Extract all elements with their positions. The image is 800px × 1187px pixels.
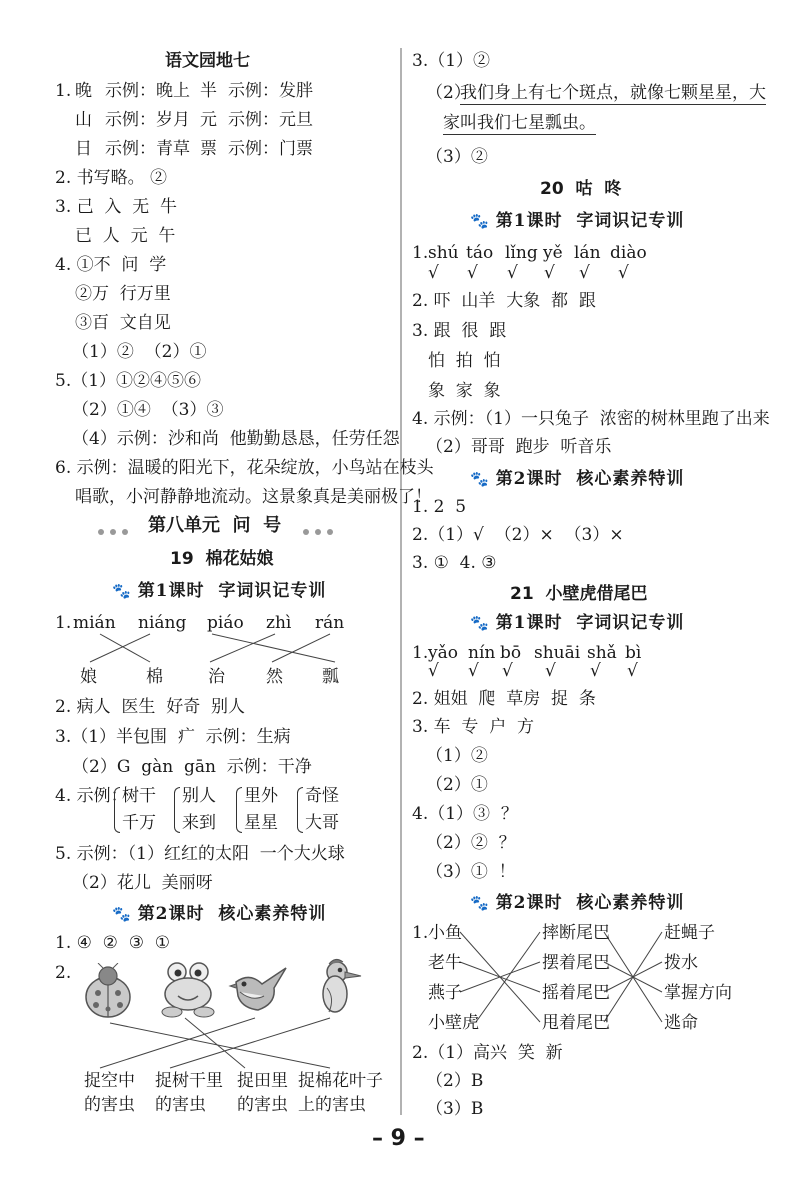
caption: 捉空中 xyxy=(84,1071,135,1091)
answer-line: （3）① ！ xyxy=(426,862,516,882)
subsection-title: 🐾 第2课时 核心素养特训 xyxy=(470,469,685,489)
char: 然 xyxy=(266,667,283,687)
subsection-title: 🐾 第2课时 核心素养特训 xyxy=(470,893,685,913)
answer-line: 3. 跟 很 跟 xyxy=(412,321,507,341)
pinyin: rán xyxy=(315,613,345,633)
answer-line: 怕 拍 怕 xyxy=(428,351,501,371)
q-sub-label: （2） xyxy=(426,83,471,103)
answer-example: 示例：岁月 xyxy=(105,110,190,130)
paw-icon: 🐾 xyxy=(112,582,132,600)
match-line xyxy=(212,634,335,662)
brace xyxy=(297,787,303,833)
q-number: 1. xyxy=(55,81,72,101)
answer-line: 6. 示例：温暖的阳光下，花朵绽放，小鸟站在枝头 xyxy=(55,458,434,478)
paw-icon: 🐾 xyxy=(470,212,490,230)
answer-line: （2）② ？ xyxy=(426,833,516,853)
lesson-title: 21 小壁虎借尾巴 xyxy=(510,584,648,604)
match-line xyxy=(100,634,150,662)
caption: 捉田里 xyxy=(237,1071,288,1091)
word: 千万 xyxy=(122,813,156,833)
char: 瓢 xyxy=(322,667,339,687)
paw-icon: 🐾 xyxy=(112,905,132,923)
answer-line: 1. 2 5 xyxy=(412,497,467,517)
answer-char: 晚 xyxy=(75,81,92,101)
lesson-title: 20 咕 咚 xyxy=(540,179,622,199)
answer-char: 山 xyxy=(75,110,92,130)
answer-char: 元 xyxy=(200,110,217,130)
match-item: 掌握方向 xyxy=(664,983,732,1003)
match-item: 小鱼 xyxy=(428,923,462,943)
pinyin: táo xyxy=(466,243,494,263)
answer-line: （4）示例：沙和尚 他勤勤恳恳，任劳任怨 xyxy=(72,429,400,449)
pinyin: mián xyxy=(73,613,116,633)
answer-example: 示例：青草 xyxy=(105,139,190,159)
pinyin: diào xyxy=(610,243,647,263)
q-number: 1. xyxy=(412,243,429,263)
answer-line: 3. 车 专 户 方 xyxy=(412,717,535,737)
match-item: 摇着尾巴 xyxy=(542,983,610,1003)
answer-line: 2. 吓 山羊 大象 都 跟 xyxy=(412,291,596,311)
pinyin: bō xyxy=(500,643,522,663)
word: 树干 xyxy=(122,786,156,806)
answer-line: 3. ① 4. ③ xyxy=(412,553,497,573)
match-item: 甩着尾巴 xyxy=(542,1013,610,1033)
word: 奇怪 xyxy=(305,786,339,806)
pinyin: shú xyxy=(428,243,459,263)
pinyin: lán xyxy=(574,243,601,263)
check-mark: √ xyxy=(579,263,590,283)
answer-line: 2. 姐姐 爬 草房 捉 条 xyxy=(412,689,596,709)
pinyin: bì xyxy=(625,643,642,663)
check-mark: √ xyxy=(590,661,601,681)
answer-line: （2）G gàn gān 示例：干净 xyxy=(72,757,312,777)
answer-char: 半 xyxy=(200,81,217,101)
answer-line: 2.（1）高兴 笑 新 xyxy=(412,1043,563,1063)
check-mark: √ xyxy=(467,263,478,283)
check-mark: √ xyxy=(502,661,513,681)
match-item: 摔断尾巴 xyxy=(542,923,610,943)
answer-line: ②万 行万里 xyxy=(75,284,171,304)
lesson-title: 19 棉花姑娘 xyxy=(170,549,274,569)
match-line xyxy=(210,634,275,662)
check-mark: √ xyxy=(618,263,629,283)
answer-line: 象 家 象 xyxy=(428,381,501,401)
answer-line: （2）花儿 美丽呀 xyxy=(72,873,213,893)
match-line xyxy=(272,634,330,662)
pinyin: zhì xyxy=(266,613,292,633)
answer-line: 4.（1）③ ？ xyxy=(412,804,518,824)
check-mark: √ xyxy=(627,661,638,681)
answer-line: （2）①④ （3）③ xyxy=(72,400,224,420)
match-line xyxy=(476,932,540,1022)
check-mark: √ xyxy=(428,661,439,681)
answer-line: （3）② xyxy=(426,147,488,167)
answer-line: （2）哥哥 跑步 听音乐 xyxy=(426,437,612,457)
q-number: 1. xyxy=(55,613,72,633)
answer-line: 3.（1）② xyxy=(412,51,491,71)
char: 娘 xyxy=(80,667,97,687)
section-title: 语文园地七 xyxy=(165,51,250,71)
subsection-title: 🐾 第1课时 字词识记专训 xyxy=(470,613,685,633)
unit-dots-right xyxy=(300,520,336,542)
pinyin: niáng xyxy=(138,613,187,633)
check-mark: √ xyxy=(545,661,556,681)
answer-example: 示例：元旦 xyxy=(228,110,313,130)
check-mark: √ xyxy=(507,263,518,283)
caption: 捉树干里 xyxy=(155,1071,223,1091)
answer-line: 5. 示例：（1）红红的太阳 一个大火球 xyxy=(55,844,345,864)
caption: 上的害虫 xyxy=(298,1095,366,1115)
check-mark: √ xyxy=(468,661,479,681)
answer-char: 票 xyxy=(200,139,217,159)
paw-icon: 🐾 xyxy=(470,614,490,632)
subsection-title: 🐾 第1课时 字词识记专训 xyxy=(112,581,327,601)
word: 别人 xyxy=(182,786,216,806)
answer-line: 我们身上有七个斑点，就像七颗星星，大 xyxy=(460,83,766,103)
word: 里外 xyxy=(244,786,278,806)
q-number: 2. xyxy=(55,963,72,983)
answer-line: 4. ①不 问 学 xyxy=(55,255,167,275)
paw-icon: 🐾 xyxy=(470,894,490,912)
answer-char: 日 xyxy=(75,139,92,159)
char: 棉 xyxy=(146,667,163,687)
caption: 捉棉花叶子 xyxy=(298,1071,383,1091)
q-number: 1. xyxy=(412,923,429,943)
pinyin: piáo xyxy=(207,613,244,633)
answer-line: （2）① xyxy=(426,775,488,795)
answer-line: 已 人 元 午 xyxy=(75,226,176,246)
answer-line: 家叫我们七星瓢虫。 xyxy=(443,113,596,133)
pinyin: shǎ xyxy=(587,643,617,663)
answer-line: 2. 病人 医生 好奇 别人 xyxy=(55,697,246,717)
subsection-title: 🐾 第1课时 字词识记专训 xyxy=(470,211,685,231)
answer-line: （2）B xyxy=(426,1071,484,1091)
match-item: 拨水 xyxy=(664,953,698,973)
woodpecker-icon xyxy=(315,958,365,1018)
swallow-icon xyxy=(228,962,290,1018)
unit-dots-left xyxy=(95,520,131,542)
word: 大哥 xyxy=(305,813,339,833)
answer-line: 3. 己 入 无 牛 xyxy=(55,197,178,217)
brace xyxy=(114,787,120,833)
unit-title: 第八单元 问 号 xyxy=(148,515,282,536)
answer-line: （1）② xyxy=(426,746,488,766)
brace xyxy=(174,787,180,833)
q-label: 4. 示例： xyxy=(55,786,128,806)
caption: 的害虫 xyxy=(84,1095,135,1115)
q-number: 1. xyxy=(412,643,429,663)
answer-line: 4. 示例：（1）一只兔子 浓密的树林里跑了出来 xyxy=(412,409,770,429)
answer-example: 示例：发胖 xyxy=(228,81,313,101)
answer-line: ③百 文自见 xyxy=(75,313,171,333)
word: 来到 xyxy=(182,813,216,833)
word: 星星 xyxy=(244,813,278,833)
answer-example: 示例：门票 xyxy=(228,139,313,159)
answer-line: 唱歌，小河静静地流动。这景象真是美丽极了！ xyxy=(75,487,432,507)
caption: 的害虫 xyxy=(237,1095,288,1115)
pinyin: nín xyxy=(468,643,496,663)
match-item: 逃命 xyxy=(664,1013,698,1033)
caption: 的害虫 xyxy=(155,1095,206,1115)
answer-line: （3）B xyxy=(426,1099,484,1119)
paw-icon: 🐾 xyxy=(470,470,490,488)
match-item: 小壁虎 xyxy=(428,1013,479,1033)
match-item: 燕子 xyxy=(428,983,462,1003)
match-item: 老牛 xyxy=(428,953,462,973)
answer-line: 5.（1）①②④⑤⑥ xyxy=(55,371,202,391)
answer-line: 2. 书写略。 ② xyxy=(55,168,168,188)
page-number: – 9 – xyxy=(372,1126,425,1151)
check-mark: √ xyxy=(428,263,439,283)
match-item: 赶蝇子 xyxy=(664,923,715,943)
pinyin: yǎo xyxy=(428,643,458,663)
answer-line: （1）② （2）① xyxy=(72,342,207,362)
match-line xyxy=(90,634,150,662)
answer-line: 1. ④ ② ③ ① xyxy=(55,933,171,953)
brace xyxy=(236,787,242,833)
answer-example: 示例：晚上 xyxy=(105,81,190,101)
pinyin: lǐng xyxy=(505,243,538,263)
char: 治 xyxy=(208,667,225,687)
frog-icon xyxy=(160,960,216,1020)
match-item: 摆着尾巴 xyxy=(542,953,610,973)
subsection-title: 🐾 第2课时 核心素养特训 xyxy=(112,904,327,924)
answer-line: 3.（1）半包围 疒 示例：生病 xyxy=(55,727,291,747)
pinyin: yě xyxy=(543,243,563,263)
answer-line: 2.（1）√ （2）× （3）× xyxy=(412,525,624,545)
ladybug-icon xyxy=(78,963,138,1021)
check-mark: √ xyxy=(544,263,555,283)
pinyin: shuāi xyxy=(534,643,581,663)
